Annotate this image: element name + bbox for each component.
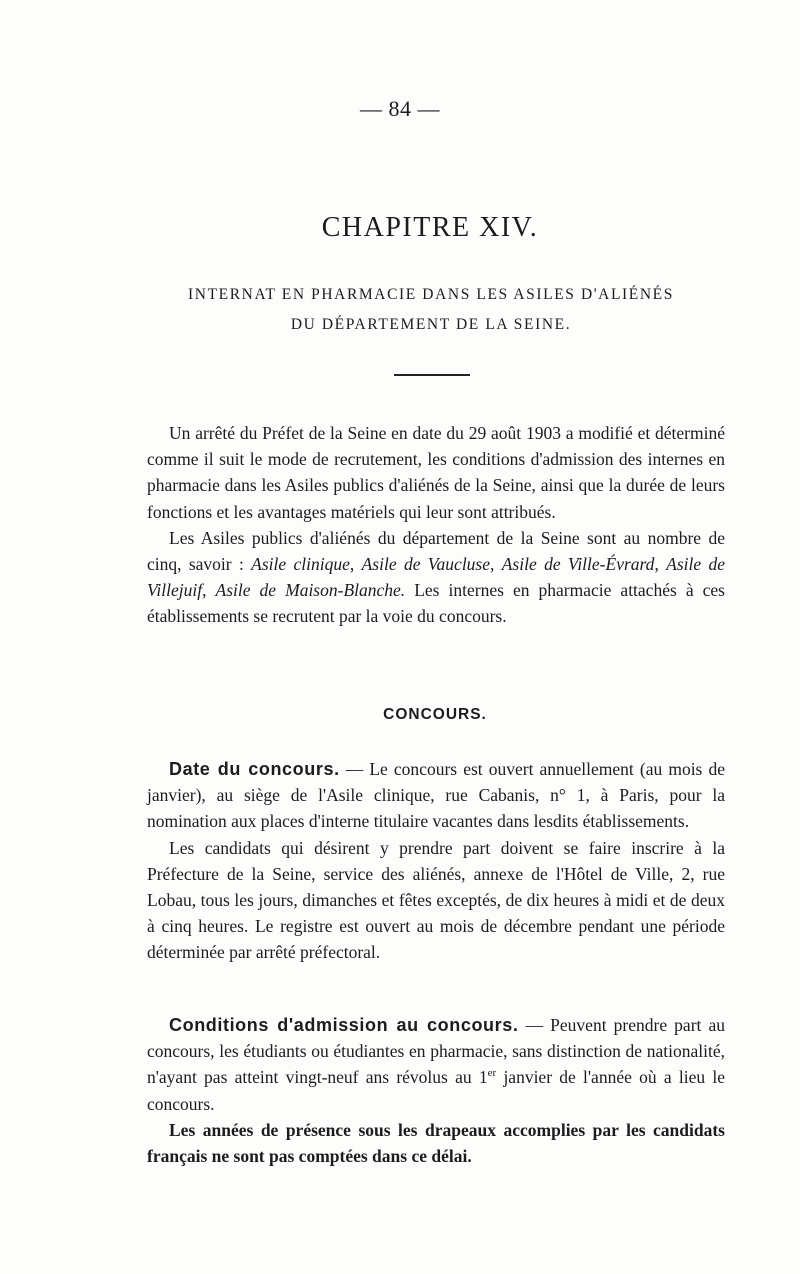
date-paragraph bbox=[147, 756, 725, 835]
asylum-name: Asile de Villejuif bbox=[147, 554, 726, 601]
intro-paragraph-1 bbox=[147, 420, 725, 525]
date-run-in-heading: Date du concours. bbox=[169, 759, 340, 779]
asylum-name: Asile de Vaucluse bbox=[361, 554, 491, 575]
asylum-name: Asile de Ville-Évrard bbox=[501, 554, 655, 575]
asylum-separator: , bbox=[490, 554, 502, 575]
concours-date-section bbox=[147, 756, 725, 966]
page-number: — 84 — bbox=[360, 96, 440, 121]
conditions-paragraph bbox=[147, 1012, 725, 1117]
intro-paragraph-2-start: Les Asiles publics d'aliénés du département de la Seine sont au nombre de cinq, savoir : bbox=[147, 527, 725, 575]
presence-paragraph bbox=[147, 1117, 725, 1169]
asylum-separator: , bbox=[349, 554, 362, 575]
asylum-list-end: . bbox=[400, 580, 406, 601]
conditions-text-before: — Peuvent prendre part au concours, les étudiants ou étudiantes en pharmacie, sans distinction de nationalité, n'ayant pas atteint vingt-neuf ans révolus au 1 bbox=[147, 1015, 726, 1088]
asylum-separator: , bbox=[654, 554, 667, 575]
intro-paragraph-1-text: Un arrêté du Préfet de la Seine en date du 29 août 1903 a modifié et déterminé comme il suit le mode de recrutement, les conditions d'admission des internes en pharmacie dans les Asiles publics d'aliénés de la Seine, ainsi que la durée de leurs fonctions et les avantages matériels qui leur sont attribués. bbox=[147, 423, 725, 522]
intro-paragraph-2 bbox=[147, 525, 725, 630]
intro-section bbox=[147, 420, 725, 630]
asylum-name: Asile clinique bbox=[251, 554, 350, 575]
conditions-text-after: janvier de l'année où a lieu le concours. bbox=[147, 1067, 726, 1114]
section-heading-concours: CONCOURS. bbox=[383, 706, 487, 723]
asylum-separator: , bbox=[202, 580, 216, 601]
candidats-paragraph-text: Les candidats qui désirent y prendre part doivent se faire inscrire à la Préfecture de la Seine, service des aliénés, annexe de l'Hôtel de Ville, 2, rue Lobau, tous les jours, dimanches et fêtes exceptés, de dix heures à midi et de deux à cinq heures. Le registre est ouvert au mois de décembre pendant une période déterminée par arrêté préfectoral. bbox=[147, 837, 725, 963]
chapter-subtitle-line-1: INTERNAT EN PHARMACIE DANS LES ASILES D'ALIÉNÉS bbox=[188, 286, 674, 303]
title-separator-rule bbox=[394, 374, 470, 376]
presence-paragraph-text: Les années de présence sous les drapeaux accomplies par les candidats français ne sont pas comptées dans ce délai. bbox=[147, 1119, 725, 1167]
intro-paragraph-2-rest: Les internes en pharmacie attachés à ces établissements se recrutent par la voie du concours. bbox=[147, 580, 725, 627]
date-paragraph-text: — Le concours est ouvert annuellement (au mois de janvier), au siège de l'Asile clinique, rue Cabanis, n° 1, à Paris, pour la nomination aux places d'interne titulaire vacantes dans lesdits établissements. bbox=[147, 759, 725, 832]
asylum-name: Asile de Maison-Blanche bbox=[215, 580, 401, 601]
ordinal-superscript: er bbox=[487, 1067, 497, 1080]
conditions-run-in-heading: Conditions d'admission au concours. bbox=[169, 1015, 519, 1035]
chapter-title: CHAPITRE XIV. bbox=[321, 212, 539, 243]
chapter-subtitle-line-2: DU DÉPARTEMENT DE LA SEINE. bbox=[290, 316, 572, 333]
candidats-paragraph bbox=[147, 835, 725, 966]
concours-conditions-section bbox=[147, 1012, 725, 1169]
